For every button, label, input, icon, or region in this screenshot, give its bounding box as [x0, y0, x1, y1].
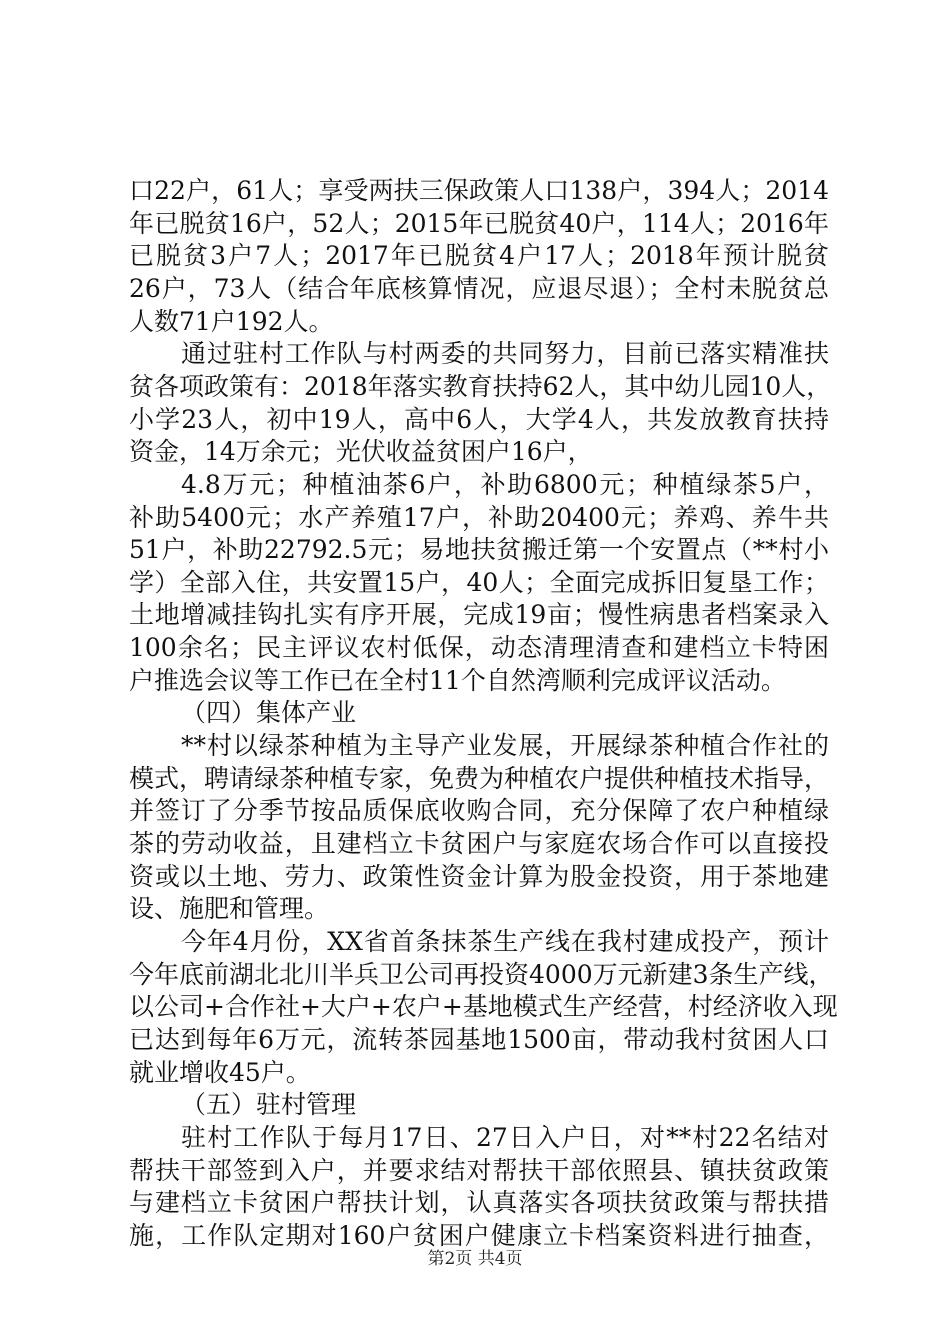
text-line: 并签订了分季节按品质保底收购合同，充分保障了农户种植绿: [129, 796, 829, 825]
text-line: 就业增收45户。: [129, 1058, 311, 1087]
text-line: 51户，补助22792.5元；易地扶贫搬迁第一个安置点（**村小: [129, 535, 829, 564]
text-line: 驻村工作队于每月17日、27日入户日，对**村22名结对: [181, 1123, 829, 1152]
text-line: 模式，聘请绿茶种植专家，免费为种植农户提供种植技术指导，: [129, 764, 830, 793]
text-line: 补助5400元；水产养殖17户，补助20400元；养鸡、养牛共: [129, 503, 829, 532]
text-line: 4.8万元；种植油茶6户，补助6800元；种植绿茶5户，: [181, 470, 829, 499]
text-line: 贫各项政策有：2018年落实教育扶持62人，其中幼儿园10人，: [129, 372, 832, 401]
text-line: （四）集体产业: [181, 698, 357, 727]
text-line: 茶的劳动收益，且建档立卡贫困户与家庭农场合作可以直接投: [129, 829, 829, 858]
text-line: 已达到每年6万元，流转茶园基地1500亩，带动我村贫困人口: [129, 1025, 829, 1054]
text-line: 年已脱贫16户，52人；2015年已脱贫40户，114人；2016年: [129, 209, 829, 238]
text-line: 100余名；民主评议农村低保，动态清理清查和建档立卡特困: [129, 633, 829, 662]
text-line: 与建档立卡贫困户帮扶计划，认真落实各项扶贫政策与帮扶措: [129, 1188, 829, 1217]
text-line: 小学23人，初中19人，高中6人，大学4人，共发放教育扶持: [129, 405, 829, 434]
text-line: 资金，14万余元；光伏收益贫困户16户，: [129, 437, 593, 466]
text-line: 以公司+合作社+大户+农户+基地模式生产经营，村经济收入现: [129, 992, 838, 1021]
text-line: 口22户，61人；享受两扶三保政策人口138户，394人；2014: [129, 176, 829, 205]
text-line: 户推选会议等工作已在全村11个自然湾顺利完成评议活动。: [129, 666, 786, 695]
text-line: 今年底前湖北北川半兵卫公司再投资4000万元新建3条生产线，: [129, 960, 834, 989]
page-footer: 第2页 共4页: [427, 1249, 523, 1269]
text-line: 26户，73人（结合年底核算情况，应退尽退）；全村未脱贫总: [129, 274, 829, 303]
text-line: 人数71户192人。: [129, 307, 334, 336]
text-line: 学）全部入住，共安置15户，40人；全面完成拆旧复垦工作；: [129, 568, 829, 597]
text-line: 土地增减挂钩扎实有序开展，完成19亩；慢性病患者档案录入: [129, 600, 829, 629]
text-line: 通过驻村工作队与村两委的共同努力，目前已落实精准扶: [181, 339, 829, 368]
text-line: 施，工作队定期对160户贫困户健康立卡档案资料进行抽查，: [129, 1221, 829, 1250]
text-line: 已脱贫3户7人；2017年已脱贫4户17人；2018年预计脱贫: [129, 241, 829, 270]
text-line: （五）驻村管理: [181, 1090, 357, 1119]
text-line: 今年4月份，XX省首条抹茶生产线在我村建成投产，预计: [181, 927, 829, 956]
text-line: 资或以土地、劳力、政策性资金计算为股金投资，用于茶地建: [129, 862, 829, 891]
text-line: 帮扶干部签到入户，并要求结对帮扶干部依照县、镇扶贫政策: [129, 1156, 829, 1185]
text-line: 设、施肥和管理。: [129, 894, 330, 923]
text-line: **村以绿茶种植为主导产业发展，开展绿茶种植合作社的: [181, 731, 829, 760]
